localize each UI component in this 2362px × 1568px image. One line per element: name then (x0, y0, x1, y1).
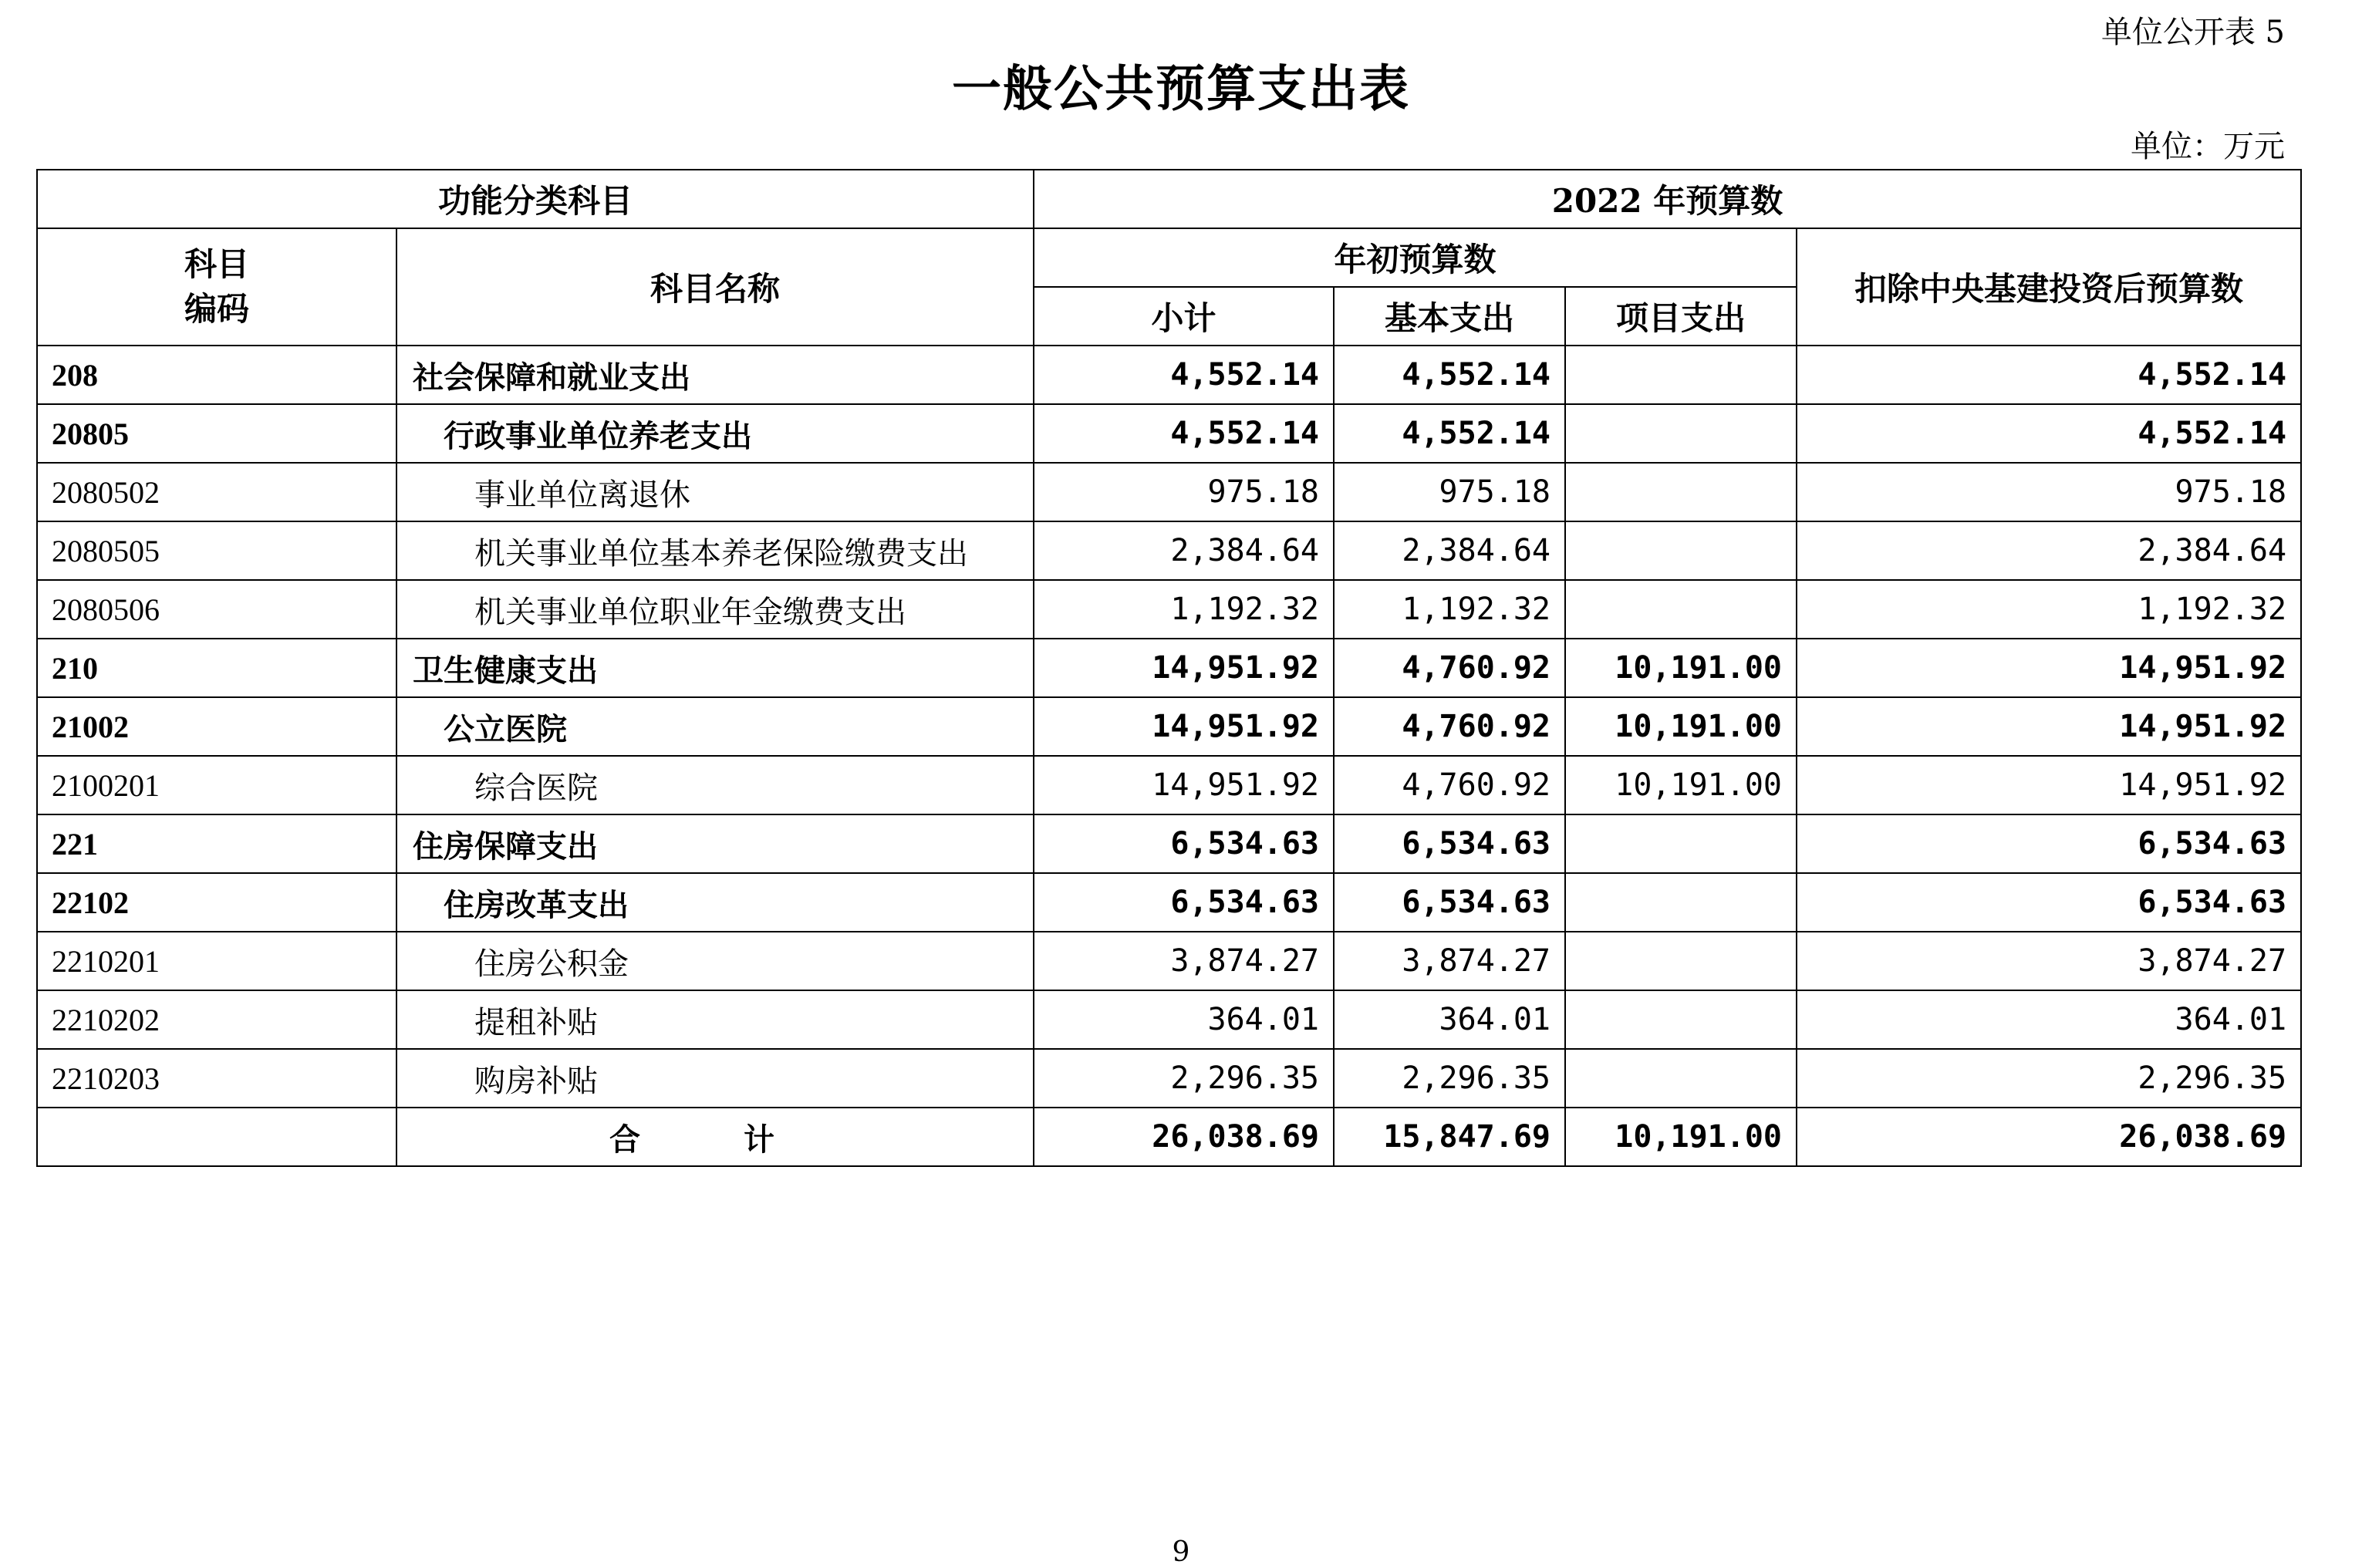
total-code (37, 1108, 396, 1166)
row-subtotal: 6,534.63 (1034, 873, 1334, 932)
row-project (1565, 932, 1797, 990)
row-name: 事业单位离退休 (396, 463, 1034, 521)
row-project (1565, 521, 1797, 580)
row-code: 2080506 (37, 580, 396, 639)
page-number: 9 (1172, 1536, 1190, 1568)
row-code: 2080505 (37, 521, 396, 580)
table-row (37, 346, 2301, 404)
table-row (37, 580, 2301, 639)
row-code: 2100201 (37, 756, 396, 814)
row-excluding: 14,951.92 (1797, 697, 2301, 756)
table-row (37, 756, 2301, 814)
row-excluding: 3,874.27 (1797, 932, 2301, 990)
row-basic: 1,192.32 (1334, 580, 1565, 639)
table-row (37, 932, 2301, 990)
header-initial-budget: 年初预算数 (1034, 228, 1797, 287)
header-code: 科目 编码 (37, 228, 396, 346)
table-header (37, 170, 2301, 346)
row-name: 社会保障和就业支出 (396, 346, 1034, 404)
row-basic: 4,760.92 (1334, 697, 1565, 756)
row-code: 2210201 (37, 932, 396, 990)
table-footer (37, 1108, 2301, 1166)
row-basic: 975.18 (1334, 463, 1565, 521)
row-subtotal: 14,951.92 (1034, 639, 1334, 697)
row-excluding: 975.18 (1797, 463, 2301, 521)
header-budget-year: 2022 年预算数 (1034, 170, 2301, 228)
row-code: 210 (37, 639, 396, 697)
row-name: 住房保障支出 (396, 814, 1034, 873)
row-project (1565, 580, 1797, 639)
total-label: 合 计 (396, 1108, 1034, 1166)
row-project (1565, 814, 1797, 873)
row-basic: 4,552.14 (1334, 346, 1565, 404)
row-subtotal: 14,951.92 (1034, 756, 1334, 814)
row-code: 2210202 (37, 990, 396, 1049)
table-row (37, 697, 2301, 756)
row-name: 住房公积金 (396, 932, 1034, 990)
table-row (37, 814, 2301, 873)
row-project (1565, 1049, 1797, 1108)
header-subtotal: 小计 (1034, 287, 1334, 346)
header-basic: 基本支出 (1334, 287, 1565, 346)
row-basic: 4,552.14 (1334, 404, 1565, 463)
header-functional-category: 功能分类科目 (37, 170, 1034, 228)
row-subtotal: 4,552.14 (1034, 404, 1334, 463)
row-name: 综合医院 (396, 756, 1034, 814)
row-code: 20805 (37, 404, 396, 463)
row-name: 住房改革支出 (396, 873, 1034, 932)
row-excluding: 14,951.92 (1797, 756, 2301, 814)
table-row (37, 873, 2301, 932)
row-subtotal: 1,192.32 (1034, 580, 1334, 639)
table-body (37, 346, 2301, 1108)
header-excluding-central: 扣除中央基建投资后预算数 (1797, 228, 2301, 346)
row-subtotal: 975.18 (1034, 463, 1334, 521)
table-row (37, 404, 2301, 463)
row-subtotal: 3,874.27 (1034, 932, 1334, 990)
row-subtotal: 364.01 (1034, 990, 1334, 1049)
row-basic: 4,760.92 (1334, 639, 1565, 697)
row-code: 22102 (37, 873, 396, 932)
table-row (37, 521, 2301, 580)
table-row (37, 1049, 2301, 1108)
row-subtotal: 4,552.14 (1034, 346, 1334, 404)
table-row (37, 990, 2301, 1049)
row-project: 10,191.00 (1565, 639, 1797, 697)
row-code: 2210203 (37, 1049, 396, 1108)
page-title: 一般公共预算支出表 (952, 60, 1410, 118)
budget-table (36, 169, 2302, 1167)
header-name: 科目名称 (396, 228, 1034, 346)
total-subtotal: 26,038.69 (1034, 1108, 1334, 1166)
total-excluding: 26,038.69 (1797, 1108, 2301, 1166)
header-project: 项目支出 (1565, 287, 1797, 346)
row-basic: 6,534.63 (1334, 873, 1565, 932)
row-subtotal: 14,951.92 (1034, 697, 1334, 756)
row-project: 10,191.00 (1565, 697, 1797, 756)
row-subtotal: 6,534.63 (1034, 814, 1334, 873)
row-excluding: 4,552.14 (1797, 404, 2301, 463)
row-excluding: 2,384.64 (1797, 521, 2301, 580)
row-excluding: 2,296.35 (1797, 1049, 2301, 1108)
form-number: 单位公开表 5 (2100, 15, 2285, 50)
row-project (1565, 346, 1797, 404)
row-basic: 4,760.92 (1334, 756, 1565, 814)
row-excluding: 1,192.32 (1797, 580, 2301, 639)
row-project: 10,191.00 (1565, 756, 1797, 814)
row-basic: 364.01 (1334, 990, 1565, 1049)
row-name: 购房补贴 (396, 1049, 1034, 1108)
row-code: 221 (37, 814, 396, 873)
row-name: 行政事业单位养老支出 (396, 404, 1034, 463)
row-name: 机关事业单位基本养老保险缴费支出 (396, 521, 1034, 580)
row-project (1565, 873, 1797, 932)
row-name: 公立医院 (396, 697, 1034, 756)
row-excluding: 364.01 (1797, 990, 2301, 1049)
row-project (1565, 463, 1797, 521)
row-basic: 6,534.63 (1334, 814, 1565, 873)
row-project (1565, 404, 1797, 463)
row-name: 提租补贴 (396, 990, 1034, 1049)
row-basic: 3,874.27 (1334, 932, 1565, 990)
row-code: 2080502 (37, 463, 396, 521)
row-name: 卫生健康支出 (396, 639, 1034, 697)
row-name: 机关事业单位职业年金缴费支出 (396, 580, 1034, 639)
row-basic: 2,296.35 (1334, 1049, 1565, 1108)
table-row (37, 463, 2301, 521)
row-excluding: 14,951.92 (1797, 639, 2301, 697)
total-project: 10,191.00 (1565, 1108, 1797, 1166)
total-basic: 15,847.69 (1334, 1108, 1565, 1166)
row-code: 208 (37, 346, 396, 404)
row-excluding: 6,534.63 (1797, 814, 2301, 873)
row-subtotal: 2,384.64 (1034, 521, 1334, 580)
table-row (37, 639, 2301, 697)
total-row (37, 1108, 2301, 1166)
row-code: 21002 (37, 697, 396, 756)
row-excluding: 6,534.63 (1797, 873, 2301, 932)
row-basic: 2,384.64 (1334, 521, 1565, 580)
unit-label: 单位：万元 (2131, 129, 2285, 164)
row-subtotal: 2,296.35 (1034, 1049, 1334, 1108)
row-excluding: 4,552.14 (1797, 346, 2301, 404)
row-project (1565, 990, 1797, 1049)
